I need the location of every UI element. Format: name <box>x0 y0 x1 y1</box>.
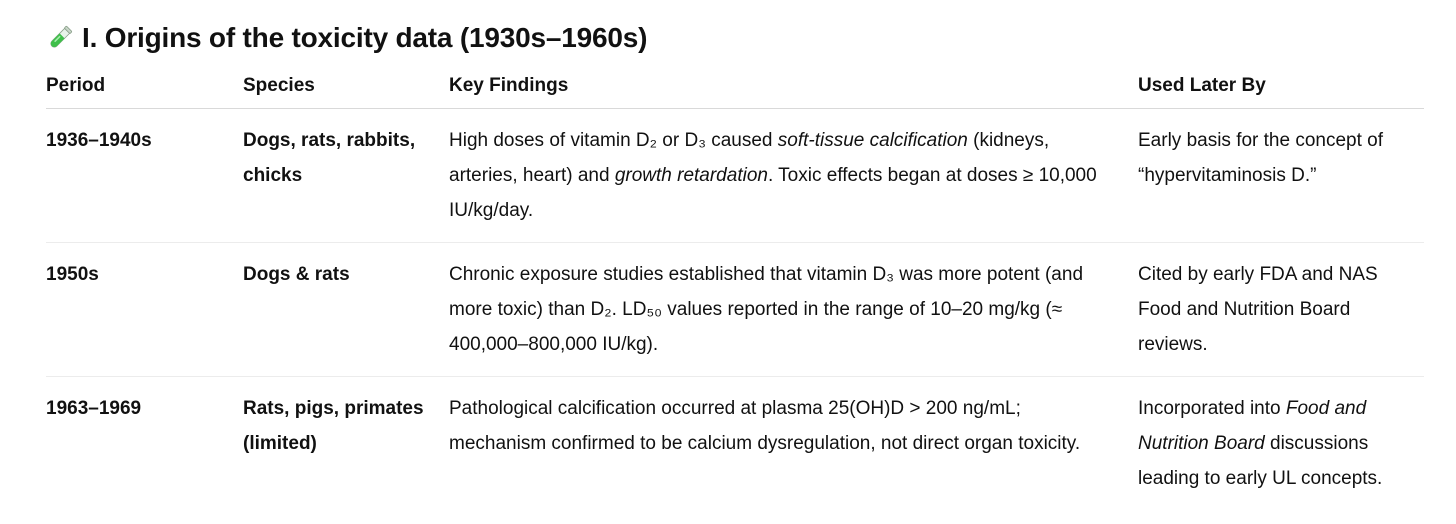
column-header-species: Species <box>243 68 449 109</box>
table-row <box>46 243 1424 377</box>
toxicity-data-table <box>46 68 1424 510</box>
species-cell: Dogs, rats, rabbits, chicks <box>243 109 449 243</box>
period-cell: 1936–1940s <box>46 109 243 243</box>
species-cell: Dogs & rats <box>243 243 449 377</box>
used-later-by-cell: Early basis for the concept of “hypervitaminosis D.” <box>1138 109 1424 243</box>
test-tube-icon <box>46 24 74 52</box>
section-title: I. Origins of the toxicity data (1930s–1960s) <box>82 22 648 53</box>
key-findings-cell: High doses of vitamin D₂ or D₃ caused soft-tissue calcification (kidneys, arteries, heart) and growth retardation. Toxic effects began at doses ≥ 10,000 IU/kg/day. <box>449 109 1138 243</box>
table-row <box>46 109 1424 243</box>
used-later-by-cell: Cited by early FDA and NAS Food and Nutrition Board reviews. <box>1138 243 1424 377</box>
period-cell: 1963–1969 <box>46 398 142 419</box>
column-header-used-later-by: Used Later By <box>1138 68 1424 109</box>
period-cell: 1950s <box>46 243 243 377</box>
column-header-period: Period <box>46 68 243 109</box>
key-findings-cell: Pathological calcification occurred at plasma 25(OH)D > 200 ng/mL; mechanism confirmed to be calcium dysregulation, not direct organ toxicity. <box>449 398 1081 454</box>
key-findings-cell: Chronic exposure studies established that vitamin D₃ was more potent (and more toxic) than D₂. LD₅₀ values reported in the range of 10–20 mg/kg (≈ 400,000–800,000 IU/kg). <box>449 243 1138 377</box>
column-header-key-findings: Key Findings <box>449 68 1138 109</box>
section-heading <box>46 16 647 60</box>
used-later-by-cell: Incorporated into Food and Nutrition Board discussions leading to early UL concepts. <box>1138 398 1383 489</box>
table-header-row <box>46 68 1424 109</box>
table-row <box>46 377 1424 511</box>
species-cell: Rats, pigs, primates (limited) <box>243 398 424 454</box>
